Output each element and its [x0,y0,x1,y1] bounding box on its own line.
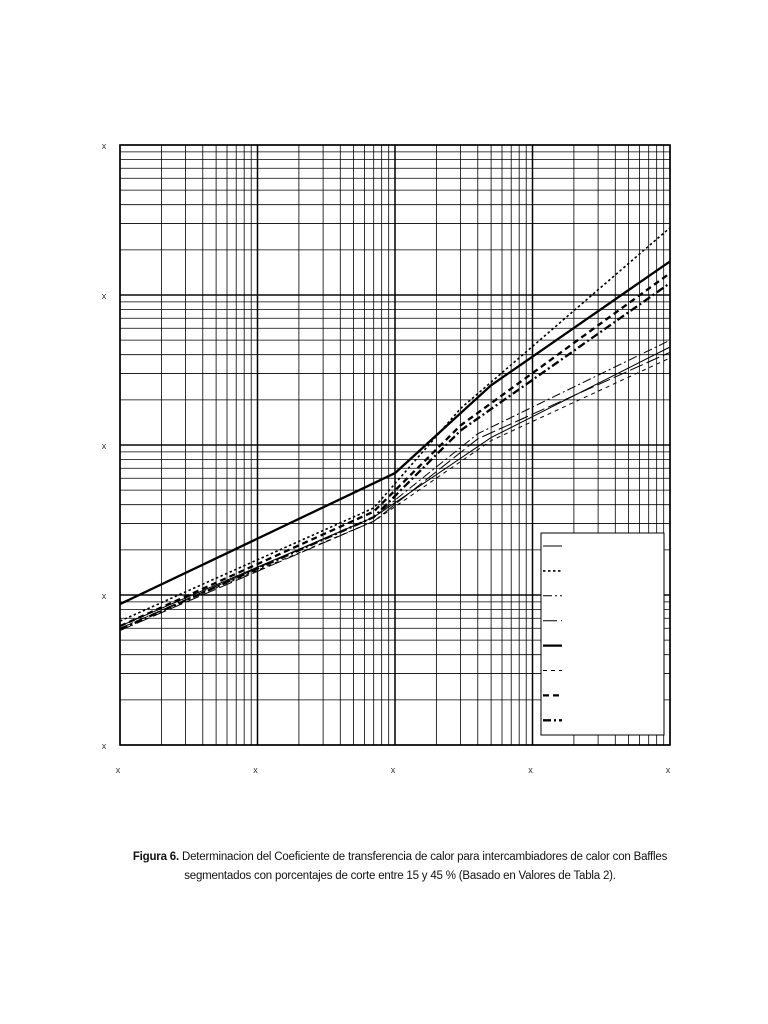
figure-caption [120,848,680,886]
caption-line-2: segmentados con porcentajes de corte entre 15 y 45 % (Basado en Valores de Tabla 2). [184,870,616,882]
caption-text-1: Determinacion del Coeficiente de transferencia de calor para intercambiadores de calor con Baffles [181,851,668,863]
x-tick-label: x [528,765,533,775]
x-tick-label: x [390,765,396,775]
y-tick-label: x [101,741,107,751]
x-tick-label: x [115,765,121,775]
caption-line-1 [120,848,680,867]
chart-legend [541,533,664,735]
y-tick-label: x [101,291,107,301]
y-tick-label: x [101,441,107,451]
x-tick-label: x [665,765,671,775]
y-tick-label: x [101,591,107,601]
caption-label: Figura 6. [132,851,179,863]
x-tick-label: x [253,765,258,775]
legend-box [541,533,664,735]
y-tick-label: x [101,141,107,151]
